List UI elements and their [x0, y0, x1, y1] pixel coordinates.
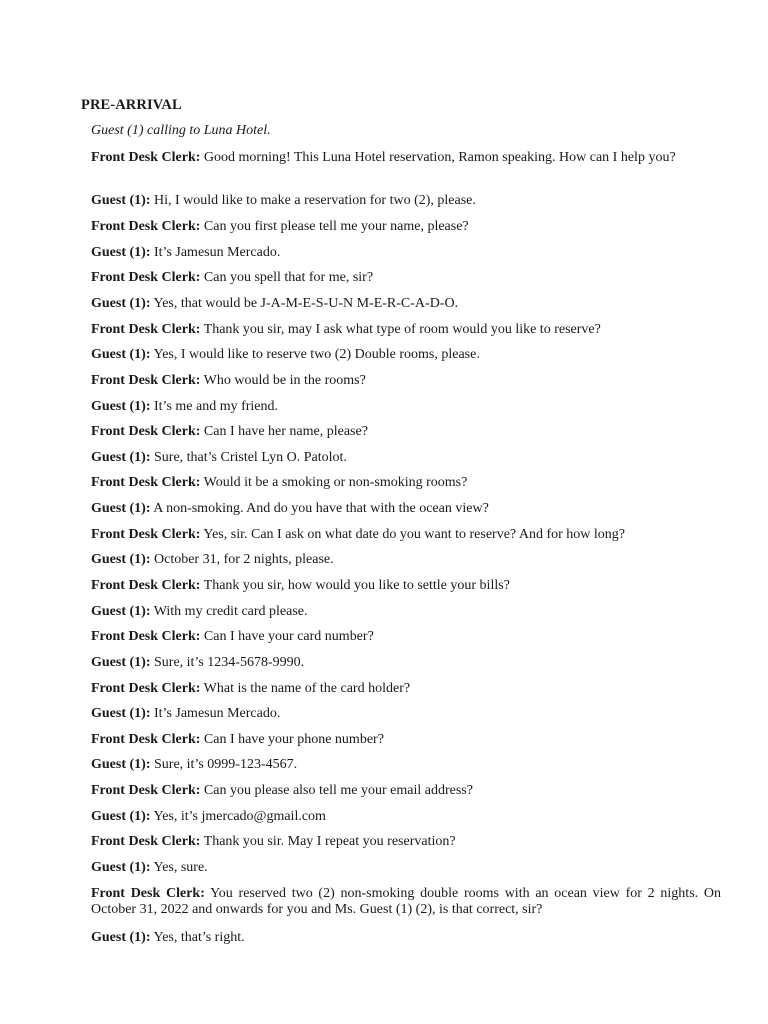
dialogue-text: Yes, that’s right.: [150, 930, 245, 945]
dialogue-text: Who would be in the rooms?: [200, 373, 366, 388]
dialogue-line: [91, 886, 721, 918]
dialogue-line: [91, 860, 721, 876]
dialogue-text: It’s Jamesun Mercado.: [150, 245, 281, 260]
dialogue-text: Yes, sure.: [150, 860, 208, 875]
speaker-label: Front Desk Clerk:: [91, 373, 201, 388]
dialogue-line: [91, 424, 721, 440]
speaker-label: Guest (1):: [91, 706, 151, 721]
dialogue-text: Sure, it’s 0999-123-4567.: [150, 757, 298, 772]
dialogue-text: What is the name of the card holder?: [200, 681, 411, 696]
speaker-label: Guest (1):: [91, 809, 151, 824]
dialogue-text: Can I have your phone number?: [200, 732, 384, 747]
speaker-label: Guest (1):: [91, 552, 151, 567]
dialogue-text: Would it be a smoking or non-smoking rooms?: [200, 475, 468, 490]
dialogue-line: [91, 732, 721, 748]
section-heading: PRE-ARRIVAL: [81, 97, 182, 113]
dialogue-text: Can I have your card number?: [200, 629, 374, 644]
dialogue-text: Thank you sir, how would you like to settle your bills?: [200, 578, 510, 593]
dialogue-text: October 31, for 2 nights, please.: [150, 552, 334, 567]
dialogue-line: [91, 399, 721, 415]
dialogue-text: Yes, that would be J-A-M-E-S-U-N M-E-R-C-A-D-O.: [150, 296, 459, 311]
dialogue-text: You reserved two (2) non-smoking double rooms with an ocean view for 2 nights. On October 31, 2022 and onwards for you and Ms. Guest (1) (2), is that correct, sir?: [91, 886, 721, 917]
dialogue-line: [91, 219, 721, 235]
dialogue-line: [91, 527, 721, 543]
speaker-label: Guest (1):: [91, 860, 151, 875]
dialogue-line: [91, 373, 721, 389]
speaker-label: Guest (1):: [91, 604, 151, 619]
speaker-label: Guest (1):: [91, 501, 151, 516]
dialogue-text: Good morning! This Luna Hotel reservation, Ramon speaking. How can I help you?: [200, 150, 676, 165]
dialogue-text: Sure, it’s 1234-5678-9990.: [150, 655, 305, 670]
dialogue-text: Can you spell that for me, sir?: [200, 270, 374, 285]
dialogue-line: [91, 930, 721, 946]
speaker-label: Front Desk Clerk:: [91, 424, 201, 439]
dialogue-text: Thank you sir, may I ask what type of room would you like to reserve?: [200, 322, 601, 337]
speaker-label: Guest (1):: [91, 757, 151, 772]
dialogue-text: Thank you sir. May I repeat you reservation?: [200, 834, 456, 849]
dialogue-line: [91, 347, 721, 363]
speaker-label: Front Desk Clerk:: [91, 219, 201, 234]
dialogue-line: [91, 655, 721, 671]
dialogue-line: [91, 150, 721, 166]
speaker-label: Guest (1):: [91, 245, 151, 260]
speaker-label: Front Desk Clerk:: [91, 150, 201, 165]
dialogue-line: [91, 193, 721, 209]
dialogue-line: [91, 604, 721, 620]
speaker-label: Front Desk Clerk:: [91, 681, 201, 696]
dialogue-line: [91, 475, 721, 491]
dialogue-line: [91, 783, 721, 799]
dialogue-line: [91, 629, 721, 645]
dialogue-text: A non-smoking. And do you have that with the ocean view?: [150, 501, 489, 516]
scene-intro: Guest (1) calling to Luna Hotel.: [91, 123, 271, 138]
dialogue-text: With my credit card please.: [150, 604, 308, 619]
dialogue-line: [91, 322, 721, 338]
speaker-label: Guest (1):: [91, 193, 151, 208]
speaker-label: Front Desk Clerk:: [91, 527, 201, 542]
speaker-label: Front Desk Clerk:: [91, 578, 201, 593]
dialogue-line: [91, 757, 721, 773]
dialogue-text: It’s Jamesun Mercado.: [150, 706, 281, 721]
speaker-label: Front Desk Clerk:: [91, 629, 201, 644]
speaker-label: Front Desk Clerk:: [91, 270, 201, 285]
dialogue-line: [91, 450, 721, 466]
dialogue-text: It’s me and my friend.: [150, 399, 279, 414]
dialogue-line: [91, 552, 721, 568]
dialogue-line: [91, 245, 721, 261]
dialogue-text: Can I have her name, please?: [200, 424, 368, 439]
speaker-label: Front Desk Clerk:: [91, 732, 201, 747]
dialogue-line: [91, 270, 721, 286]
dialogue-line: [91, 834, 721, 850]
dialogue-text: Can you first please tell me your name, please?: [200, 219, 469, 234]
dialogue-text: Yes, I would like to reserve two (2) Double rooms, please.: [150, 347, 480, 362]
speaker-label: Guest (1):: [91, 930, 151, 945]
dialogue-line: [91, 578, 721, 594]
speaker-label: Guest (1):: [91, 655, 151, 670]
speaker-label: Front Desk Clerk:: [91, 475, 201, 490]
dialogue-text: Yes, it’s jmercado@gmail.com: [150, 809, 326, 824]
dialogue-line: [91, 681, 721, 697]
dialogue-text: Yes, sir. Can I ask on what date do you want to reserve? And for how long?: [200, 527, 625, 542]
speaker-label: Front Desk Clerk:: [91, 783, 201, 798]
dialogue-text: Sure, that’s Cristel Lyn O. Patolot.: [150, 450, 347, 465]
speaker-label: Guest (1):: [91, 450, 151, 465]
dialogue-text: Can you please also tell me your email address?: [200, 783, 473, 798]
dialogue-line: [91, 501, 721, 517]
speaker-label: Guest (1):: [91, 347, 151, 362]
speaker-label: Front Desk Clerk:: [91, 322, 201, 337]
speaker-label: Front Desk Clerk:: [91, 834, 201, 849]
speaker-label: Guest (1):: [91, 296, 151, 311]
dialogue-line: [91, 809, 721, 825]
speaker-label: Front Desk Clerk:: [91, 886, 205, 901]
speaker-label: Guest (1):: [91, 399, 151, 414]
dialogue-text: Hi, I would like to make a reservation for two (2), please.: [150, 193, 476, 208]
dialogue-line: [91, 296, 721, 312]
dialogue-line: [91, 706, 721, 722]
